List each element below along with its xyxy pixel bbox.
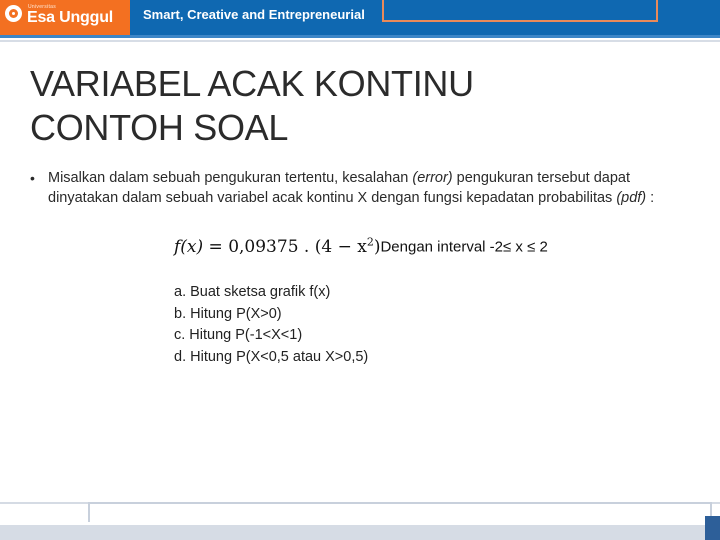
title-line-2: CONTOH SOAL — [30, 107, 289, 148]
formula-exponent: 2 — [366, 235, 374, 248]
problem-text — [48, 168, 690, 208]
logo-subtitle: Universitas — [28, 4, 57, 10]
slide-title — [30, 62, 474, 150]
question-item: b. Hitung P(X>0) — [174, 305, 282, 322]
header-bar — [0, 0, 720, 38]
question-item: d. Hitung P(X<0,5 atau X>0,5) — [174, 348, 369, 365]
formula-body: = 0,09375 . (4 − x — [203, 236, 367, 257]
footer-bar — [0, 522, 720, 540]
title-line-1: VARIABEL ACAK KONTINU — [30, 63, 474, 104]
formula-interval: Dengan interval -2≤ x ≤ 2 — [380, 238, 548, 256]
formula-fx: f(x) — [174, 236, 204, 257]
problem-text-part-1: Misalkan dalam sebuah pengukuran tertentu, kesalahan — [48, 170, 413, 186]
problem-text-part-2: pengukuran tersebut dapat dinyatakan dalam sebuah variabel acak kontinu X dengan fungsi kepadatan probabilitas — [48, 170, 630, 206]
pdf-formula — [174, 231, 548, 259]
problem-text-error: (error) — [412, 170, 453, 186]
formula-close: ) — [373, 236, 381, 257]
problem-statement — [30, 168, 690, 208]
question-item: a. Buat sketsa grafik f(x) — [174, 284, 331, 300]
problem-text-pdf: (pdf) — [616, 190, 647, 206]
university-logo — [0, 0, 130, 38]
problem-text-part-3: : — [646, 190, 655, 206]
top-divider — [0, 40, 720, 42]
footer-accent — [705, 516, 720, 540]
logo-name: Esa Unggul — [27, 9, 114, 26]
question-list — [174, 282, 368, 368]
question-item: c. Hitung P(-1<X<1) — [174, 327, 303, 343]
header-tagline: Smart, Creative and Entrepreneurial — [143, 7, 365, 22]
formula-expression — [174, 237, 380, 257]
bullet-icon: • — [30, 170, 35, 186]
bottom-decorative-frame — [88, 502, 712, 524]
header-decorative-frame — [382, 0, 658, 22]
university-emblem-icon — [5, 5, 22, 22]
